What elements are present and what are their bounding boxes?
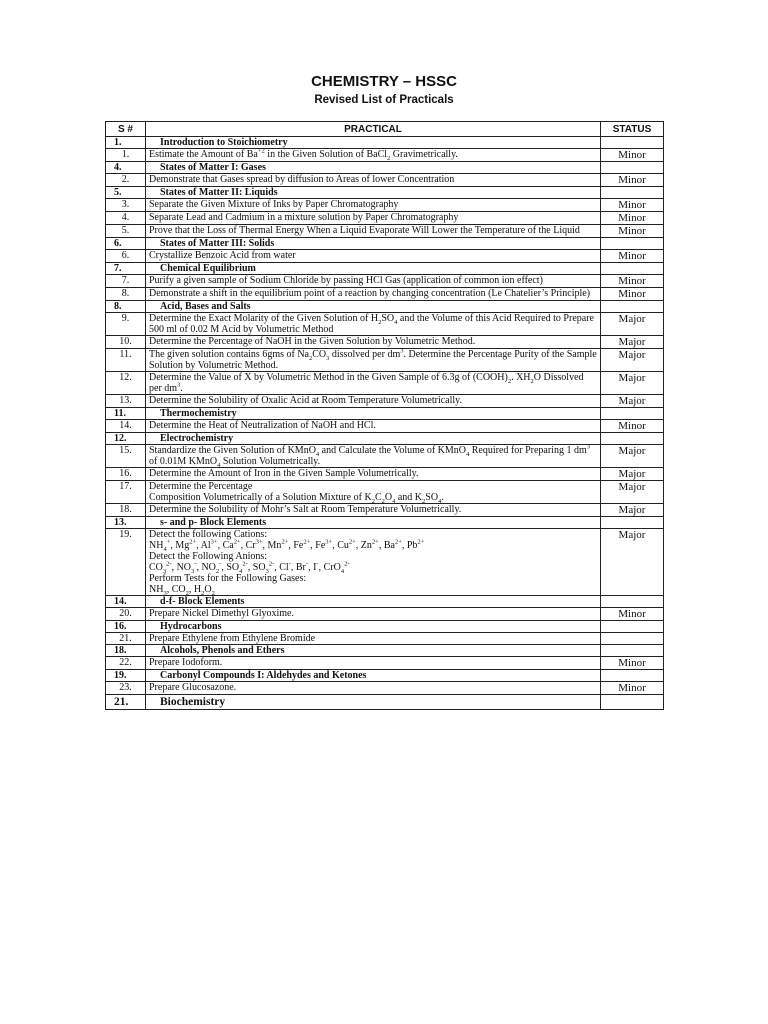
table-row (106, 212, 664, 225)
practical-number: 4. (106, 212, 146, 225)
section-status-cell (601, 695, 664, 710)
section-title: Hydrocarbons (146, 621, 601, 633)
table-row (106, 468, 664, 481)
section-title: d-f- Block Elements (146, 596, 601, 608)
table-row (106, 313, 664, 336)
practical-status: Major (601, 395, 664, 408)
practical-text: Prepare Ethylene from Ethylene Bromide (146, 633, 601, 645)
table-row (106, 529, 664, 596)
practical-status: Minor (601, 199, 664, 212)
section-row (106, 187, 664, 199)
practical-number: 1. (106, 149, 146, 162)
section-status-cell (601, 670, 664, 682)
section-status-cell (601, 517, 664, 529)
section-number: 19. (106, 670, 146, 682)
section-title: States of Matter I: Gases (146, 162, 601, 174)
practical-status: Minor (601, 149, 664, 162)
practical-number: 8. (106, 288, 146, 301)
section-number: 12. (106, 433, 146, 445)
section-number: 1. (106, 137, 146, 149)
section-title: s- and p- Block Elements (146, 517, 601, 529)
practical-text: Demonstrate that Gases spread by diffusion to Areas of lower Concentration (146, 174, 601, 187)
section-row (106, 670, 664, 682)
practical-number: 12. (106, 372, 146, 395)
practical-status: Major (601, 372, 664, 395)
section-status-cell (601, 645, 664, 657)
table-row (106, 336, 664, 349)
section-number: 5. (106, 187, 146, 199)
column-header-practical: PRACTICAL (146, 122, 601, 137)
section-status-cell (601, 137, 664, 149)
section-number: 13. (106, 517, 146, 529)
section-status-cell (601, 301, 664, 313)
practical-number: 2. (106, 174, 146, 187)
table-row (106, 174, 664, 187)
section-status-cell (601, 238, 664, 250)
section-title: Carbonyl Compounds I: Aldehydes and Ketones (146, 670, 601, 682)
practical-text: Demonstrate a shift in the equilibrium point of a reaction by changing concentration (Le Chatelier’s Principle) (146, 288, 601, 301)
section-row (106, 695, 664, 710)
practical-text: Determine the Solubility of Oxalic Acid at Room Temperature Volumetrically. (146, 395, 601, 408)
column-header-sno: S # (106, 122, 146, 137)
section-number: 11. (106, 408, 146, 420)
practical-status: Major (601, 445, 664, 468)
section-title: Biochemistry (146, 695, 601, 710)
document-subtitle: Revised List of Practicals (314, 94, 454, 106)
table-row (106, 395, 664, 408)
section-status-cell (601, 408, 664, 420)
practical-status: Minor (601, 212, 664, 225)
practical-status: Minor (601, 288, 664, 301)
practical-text: Prove that the Loss of Thermal Energy When a Liquid Evaporate Will Lower the Temperature of the Liquid (146, 225, 601, 238)
section-title: States of Matter III: Solids (146, 238, 601, 250)
practical-text: Prepare Nickel Dimethyl Glyoxime. (146, 608, 601, 621)
table-row (106, 149, 664, 162)
practical-text: Estimate the Amount of $Ba^{+2}$ in the Given Solution of BaCl$_2$ Gravimetrically. (146, 149, 601, 162)
practical-number: 7. (106, 275, 146, 288)
table-header-row (106, 122, 664, 137)
practical-text: Determine the Percentage Composition Volumetrically of a Solution Mixture of $K_2C_2O_4$ and $K_2SO_4$. (146, 481, 601, 504)
section-number: 8. (106, 301, 146, 313)
table-row (106, 657, 664, 670)
practical-number: 21. (106, 633, 146, 645)
practical-status: Minor (601, 608, 664, 621)
section-row (106, 596, 664, 608)
practical-status: Minor (601, 420, 664, 433)
section-title: States of Matter II: Liquids (146, 187, 601, 199)
section-title: Thermochemistry (146, 408, 601, 420)
practical-text: Purify a given sample of Sodium Chloride by passing HCl Gas (application of common ion effect) (146, 275, 601, 288)
practical-status: Minor (601, 174, 664, 187)
section-title: Alcohols, Phenols and Ethers (146, 645, 601, 657)
practical-text: Determine the Solubility of Mohr’s Salt at Room Temperature Volumetrically. (146, 504, 601, 517)
section-row (106, 137, 664, 149)
section-title: Electrochemistry (146, 433, 601, 445)
practical-number: 15. (106, 445, 146, 468)
practical-text: Separate Lead and Cadmium in a mixture solution by Paper Chromatography (146, 212, 601, 225)
section-row (106, 301, 664, 313)
practical-number: 13. (106, 395, 146, 408)
table-row (106, 275, 664, 288)
practical-status: Minor (601, 657, 664, 670)
practical-text: Detect the following Cations: $NH_4^+$, $Mg^{2+}$, $Al^{3+}$, $Ca^{2+}$, $Cr^{3+}$, $Mn^{2+}$, $Fe^{2+}$, $Fe^{3+}$, $Cu^{2+}$, $Zn^{2+}$, $Ba^{2+}$, $Pb^{2+}$ Detect the Following Anions: $CO_3^{2-}$, $NO_3^-$, $NO_2^-$, $SO_4^{2-}$, $SO_3^{2-}$, Cl-, Br-, I-, CrO$_4^{2-}$ Perform Tests for the Following Gases: $NH_3$, $CO_2$, $H_2O_2$ (146, 529, 601, 596)
section-row (106, 263, 664, 275)
table-row (106, 504, 664, 517)
practical-number: 9. (106, 313, 146, 336)
section-number: 7. (106, 263, 146, 275)
practical-text: Determine the Value of X by Volumetric Method in the Given Sample of 6.3g of $(COOH)_2$. $XH_2O$ Dissolved per $dm^3$. (146, 372, 601, 395)
practical-text: Prepare Iodoform. (146, 657, 601, 670)
practical-number: 20. (106, 608, 146, 621)
practical-number: 16. (106, 468, 146, 481)
section-number: 4. (106, 162, 146, 174)
table-row (106, 420, 664, 433)
practical-text: The given solution contains 6gms of $Na_2CO_3$ dissolved per $dm^3$. Determine the Percentage Purity of the Sample Solution by Volumetric Method. (146, 349, 601, 372)
practical-number: 18. (106, 504, 146, 517)
practical-status: Major (601, 481, 664, 504)
practical-status: Major (601, 313, 664, 336)
table-row (106, 445, 664, 468)
section-row (106, 621, 664, 633)
practical-text: Determine the Percentage of NaOH in the Given Solution by Volumetric Method. (146, 336, 601, 349)
practical-status: Major (601, 349, 664, 372)
practical-number: 5. (106, 225, 146, 238)
section-row (106, 517, 664, 529)
table-row (106, 250, 664, 263)
table-row (106, 225, 664, 238)
practical-number: 11. (106, 349, 146, 372)
practical-status: Major (601, 336, 664, 349)
practical-number: 22. (106, 657, 146, 670)
practical-status: Major (601, 504, 664, 517)
section-number: 21. (106, 695, 146, 710)
section-title: Chemical Equilibrium (146, 263, 601, 275)
practical-text: Separate the Given Mixture of Inks by Paper Chromatography (146, 199, 601, 212)
practical-number: 10. (106, 336, 146, 349)
section-status-cell (601, 621, 664, 633)
section-status-cell (601, 596, 664, 608)
practical-status: Minor (601, 225, 664, 238)
practical-number: 6. (106, 250, 146, 263)
practicals-table (105, 121, 664, 710)
practical-number: 17. (106, 481, 146, 504)
practical-text: Standardize the Given Solution of KMnO$_4$ and Calculate the Volume of KMnO$_4$ Required for Preparing 1 $dm^3$ of 0.01M KMnO$_4$ Solution Volumetrically. (146, 445, 601, 468)
column-header-status: STATUS (601, 122, 664, 137)
practical-text: Prepare Glucosazone. (146, 682, 601, 695)
table-row (106, 608, 664, 621)
section-number: 6. (106, 238, 146, 250)
practical-text: Crystallize Benzoic Acid from water (146, 250, 601, 263)
section-row (106, 408, 664, 420)
practical-status: Major (601, 529, 664, 596)
practical-text: Determine the Amount of Iron in the Given Sample Volumetrically. (146, 468, 601, 481)
practical-number: 3. (106, 199, 146, 212)
section-title: Acid, Bases and Salts (146, 301, 601, 313)
section-status-cell (601, 187, 664, 199)
section-status-cell (601, 433, 664, 445)
document-title: CHEMISTRY – HSSC (311, 73, 457, 90)
section-status-cell (601, 162, 664, 174)
section-status-cell (601, 263, 664, 275)
table-row (106, 682, 664, 695)
practical-text: Determine the Exact Molarity of the Given Solution of $H_2SO_4$ and the Volume of this Acid Required to Prepare 500 ml of 0.02 M Acid by Volumetric Method (146, 313, 601, 336)
table-row (106, 288, 664, 301)
section-number: 14. (106, 596, 146, 608)
table-row (106, 372, 664, 395)
section-row (106, 238, 664, 250)
practical-status: Minor (601, 275, 664, 288)
table-row (106, 349, 664, 372)
practical-status: Minor (601, 250, 664, 263)
section-row (106, 162, 664, 174)
practical-status (601, 633, 664, 645)
table-row (106, 481, 664, 504)
section-title: Introduction to Stoichiometry (146, 137, 601, 149)
section-number: 16. (106, 621, 146, 633)
table-row (106, 633, 664, 645)
practical-status: Minor (601, 682, 664, 695)
section-row (106, 433, 664, 445)
practical-text: Determine the Heat of Neutralization of NaOH and HCl. (146, 420, 601, 433)
practical-number: 23. (106, 682, 146, 695)
table-row (106, 199, 664, 212)
practical-number: 19. (106, 529, 146, 596)
section-row (106, 645, 664, 657)
practical-number: 14. (106, 420, 146, 433)
practical-status: Major (601, 468, 664, 481)
section-number: 18. (106, 645, 146, 657)
